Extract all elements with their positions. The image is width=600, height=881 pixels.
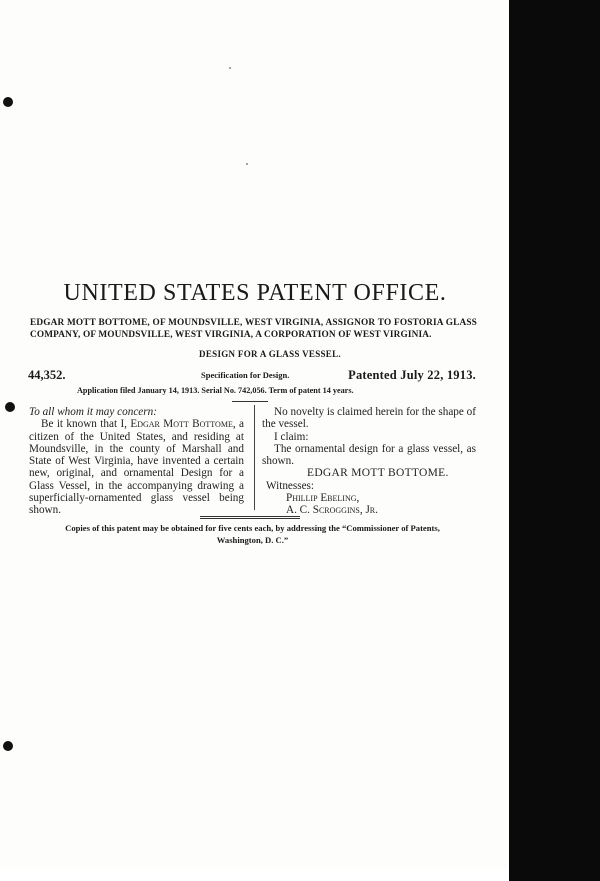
specification-label: Specification for Design. — [201, 370, 290, 380]
scan-bottom-edge — [0, 868, 509, 881]
scan-speck — [229, 67, 231, 69]
specification-body — [29, 418, 244, 516]
left-column — [29, 406, 244, 517]
witness-1: Phillip Ebeling, — [286, 492, 360, 505]
application-line: Application filed January 14, 1913. Serial No. 742,056. Term of patent 14 years. — [77, 386, 354, 395]
design-title: DESIGN FOR A GLASS VESSEL. — [199, 349, 341, 359]
patent-number: 44,352. — [28, 368, 66, 382]
punch-hole — [5, 402, 15, 412]
body-part-1: Be it known that I, — [41, 418, 131, 431]
witness-2: A. C. Scroggins, Jr. — [286, 504, 378, 517]
right-column — [262, 406, 476, 517]
body-part-2: , a citizen of the United States, and residing at Moundsville, in the county of Marshall and State of West Virginia, have invented a certain new, original, and ornamental Design for a Glass Vessel, in the accompanying drawing a superficially-ornamented glass vessel being shown. — [29, 418, 245, 517]
divider-rule — [232, 401, 268, 402]
column-divider — [254, 405, 255, 510]
punch-hole — [3, 741, 13, 751]
patent-header-row — [28, 368, 476, 384]
patented-date: Patented July 22, 1913. — [348, 368, 476, 382]
scan-border — [509, 0, 600, 881]
inventor-name: Edgar Mott Bottome — [130, 418, 233, 431]
punch-hole — [3, 97, 13, 107]
inventor-signature: EDGAR MOTT BOTTOME. — [307, 467, 449, 480]
scan-speck — [246, 163, 248, 165]
footer-rule — [200, 516, 300, 517]
novelty-statement: No novelty is claimed herein for the shape of the vessel. — [262, 406, 476, 431]
assignor-text: EDGAR MOTT BOTTOME, OF MOUNDSVILLE, WEST VIRGINIA, ASSIGNOR TO FOSTORIA GLASS COMPANY, OF MOUNDSVILLE, WEST VIRGINIA, A CORPORATION OF WEST VIRGINIA. — [30, 318, 477, 340]
office-title: UNITED STATES PATENT OFFICE. — [63, 280, 447, 306]
copies-note — [30, 522, 475, 546]
witnesses-label: Witnesses: — [266, 479, 315, 492]
salutation: To all whom it may concern: — [29, 406, 157, 418]
claim-text: The ornamental design for a glass vessel, as shown. — [262, 442, 476, 468]
copies-note-line-2: Washington, D. C.” — [216, 535, 289, 545]
copies-note-line-1: Copies of this patent may be obtained for five cents each, by addressing the “Commissioner of Patents, — [65, 523, 440, 533]
footer-rule — [200, 518, 300, 519]
claim-label: I claim: — [274, 430, 309, 443]
